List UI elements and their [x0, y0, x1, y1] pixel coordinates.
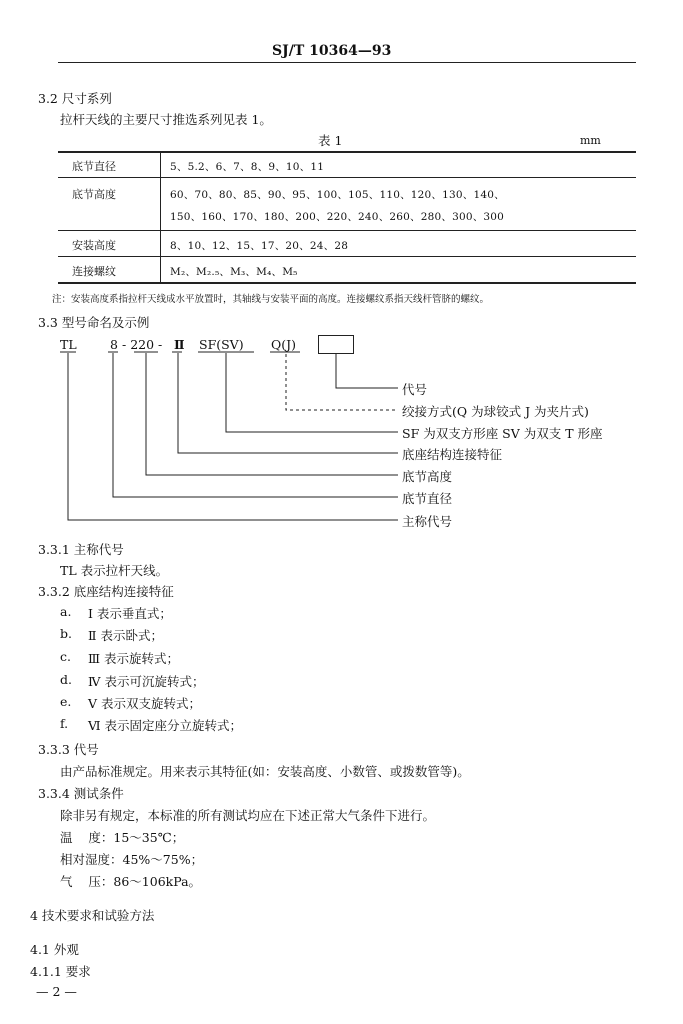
table-row-label: 安装高度	[72, 239, 116, 252]
list-item-mark: b.	[60, 626, 72, 641]
list-item-mark: a.	[60, 604, 72, 619]
list-item: Ⅳ 表示可沉旋转式；	[88, 674, 205, 689]
section-4-1-1-heading: 4.1.1 要求	[30, 964, 91, 979]
model-part-base: Ⅱ	[174, 337, 185, 352]
model-part-q-j: Q(J)	[271, 337, 297, 352]
list-item: Ⅴ 表示双支旋转式；	[88, 696, 202, 711]
table-cell: 5、5.2、6、7、8、9、10、11	[170, 161, 325, 173]
condition-humidity: 相对湿度：45%～75%；	[60, 852, 204, 867]
condition-pressure: 气 压：86～106kPa。	[60, 874, 202, 889]
diagram-label: SF 为双支方形座 SV 为双支 T 形座	[402, 426, 603, 441]
table-row-label: 连接螺纹	[72, 265, 116, 278]
section-3-3-1-heading: 3.3.1 主称代号	[38, 542, 124, 557]
section-3-3-4-intro: 除非另有规定，本标准的所有测试均应在下述正常大气条件下进行。	[60, 808, 436, 823]
section-3-3-1-text: TL 表示拉杆天线。	[60, 563, 169, 578]
diagram-label: 代号	[402, 382, 428, 397]
list-item-mark: e.	[60, 694, 72, 709]
model-part-sf-sv: SF(SV)	[199, 337, 244, 352]
table-cell: 60、70、80、85、90、95、100、105、110、120、130、140、	[170, 189, 505, 201]
list-item-mark: c.	[60, 649, 71, 664]
list-item: Ⅵ 表示固定座分立旋转式；	[88, 718, 243, 733]
section-4-heading: 4 技术要求和试验方法	[30, 908, 155, 923]
list-item: Ⅰ 表示垂直式；	[88, 606, 172, 621]
section-3-2-intro: 拉杆天线的主要尺寸推选系列见表 1。	[60, 112, 272, 127]
table-cell: M₂、M₂.₅、M₃、M₄、M₅	[170, 266, 298, 278]
list-item-mark: f.	[60, 716, 69, 731]
model-part-height: - 220 -	[122, 337, 163, 352]
condition-temperature: 温 度：15～35℃；	[60, 830, 185, 845]
table-caption: 表 1	[318, 133, 343, 148]
model-part-diameter: 8	[110, 337, 118, 352]
diagram-label: 底节直径	[402, 491, 453, 506]
section-3-3-2-heading: 3.3.2 底座结构连接特征	[38, 584, 174, 599]
page-number: — 2 —	[36, 984, 77, 999]
section-3-3-heading: 3.3 型号命名及示例	[38, 315, 150, 330]
diagram-label: 绞接方式(Q 为球铰式 J 为夹片式)	[402, 404, 589, 419]
list-item: Ⅲ 表示旋转式；	[88, 651, 180, 666]
diagram-label: 主称代号	[402, 514, 453, 529]
section-3-2-heading: 3.2 尺寸系列	[38, 91, 112, 106]
section-3-3-3-heading: 3.3.3 代号	[38, 742, 99, 757]
table-note: 注：安装高度系指拉杆天线成水平放置时，其轴线与安装平面的高度。连接螺纹系指天线杆管脐的螺纹。	[52, 294, 490, 305]
diagram-label: 底节高度	[402, 469, 453, 484]
list-item-mark: d.	[60, 672, 72, 687]
table-row-label: 底节高度	[72, 188, 116, 201]
model-part-tl: TL	[60, 337, 77, 352]
list-item: Ⅱ 表示卧式；	[88, 628, 163, 643]
section-4-1-heading: 4.1 外观	[30, 942, 79, 957]
standard-number: SJ/T 10364—93	[272, 43, 392, 59]
table-row-label: 底节直径	[72, 160, 116, 173]
diagram-label: 底座结构连接特征	[402, 447, 503, 462]
table-cell: 8、10、12、15、17、20、24、28	[170, 240, 349, 252]
table-cell: 150、160、170、180、200、220、240、260、280、300、300	[170, 211, 505, 223]
section-3-3-3-text: 由产品标准规定。用来表示其特征(如：安装高度、小数管、或拨数管等)。	[60, 764, 470, 779]
section-3-3-4-heading: 3.3.4 测试条件	[38, 786, 124, 801]
table-unit: mm	[580, 134, 601, 147]
